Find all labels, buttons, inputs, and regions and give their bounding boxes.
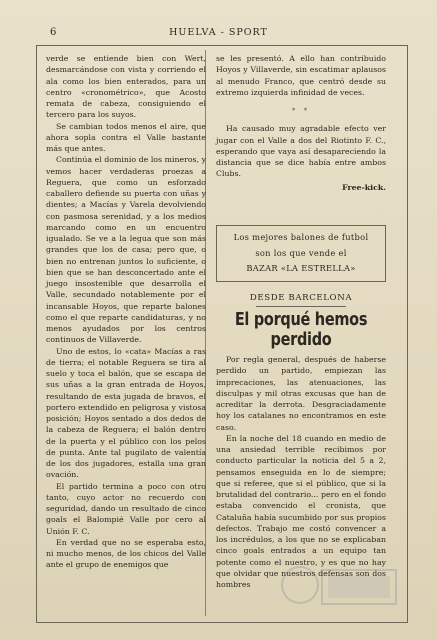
- paragraph: En verdad que no se esperaba esto, ni mucho menos, de los chicos del Valle ante el grupo de enemigos que: [46, 537, 206, 570]
- paragraph: Uno de estos, lo «cata» Macías a ras de tierra; el notable Reguera se tira al suelo y toca el balón, que se escapa de sus uñas a la gran entrada de Hoyos, resultando de esta jugada de bravos, el portero extendido en peligrosa y vistosa posición; Hoyos sentado a dos dedos de la cabeza de Reguera; el balón dentro de la puerta y el público con los pelos de punta. Ante tal pugilato de valentía de los dos jugadores, estalla una gran ovación.: [46, 346, 206, 480]
- section-label: DESDE BARCELONA: [249, 293, 353, 303]
- paragraph: Ha causado muy agradable efecto ver jugar con el Valle a dos del Riotinto F. C., esperando que vaya así desapareciendo la distancia que se dice había entre ambos Clubs.: [216, 124, 386, 179]
- ad-line: Los mejores balones de futbol: [233, 232, 369, 242]
- advertisement-box: [216, 225, 386, 282]
- paragraph: En la noche del 18 cuando en medio de una ansiedad terrible recibimos por conducto particular la noticia del 5 a 2, pensamos enseguida en lo de siempre; que si referee, que si el público, que si la brutalidad del contrario... pero en el fondo estaba convencido el cronista, que Cataluña había sucumbido por sus propios defectos. Trabajo me costó convencer a los incrédulos, a los que no se explicaban cinco goals entrados a un equipo tan potente como el nuestro, y es que no hay que olvidar que nuestros defensas son dos hombres: [216, 433, 386, 589]
- paragraph: Se cambian todos menos el aire, que ahora sopla contra el Valle bastante más que antes.: [46, 121, 206, 153]
- paragraph: verde se entiende bien con Wert, desmarcándose con vista y corriendo el ala como los bien enterados, para un centro «cronométrico», que Acosto remata de cabeza, consiguiendo el tercero para los suyos.: [46, 54, 206, 120]
- article-heading: [216, 293, 386, 350]
- paragraph: se les presentó. A ello han contribuido Hoyos y Villaverde, sin escatimar aplausos al menudo Franco, que centró desde su extremo izquierda infinidad de veces.: [216, 54, 386, 97]
- section-stars: * *: [291, 107, 311, 115]
- article-headline: El porqué hemos perdido: [234, 310, 368, 350]
- author-signature: Free-kick.: [342, 182, 386, 192]
- right-column-top: [216, 53, 386, 193]
- paragraph: Por regla general, después de haberse perdido un partido, empiezan las imprecaciones, las atenuaciones, las disculpas y mil otras excusas que han de acreditar la derrota. Desgraciadamente hoy los catalanes no encontramos en este caso.: [216, 355, 386, 432]
- heading-rule: [256, 306, 346, 307]
- left-column: [46, 53, 206, 571]
- page-header: [0, 27, 437, 41]
- page-number: 6: [50, 27, 57, 38]
- paragraph: El partido termina a poco con otro tanto, cuyo actor no recuerdo con seguridad, dando un resultado de cinco goals el Balompié Valle por cero al Unión F. C.: [46, 481, 206, 536]
- right-column-bottom: [216, 354, 386, 590]
- ad-line: BAZAR «LA ESTRELLA»: [246, 263, 356, 273]
- publication-title: HUELVA - SPORT: [169, 27, 268, 38]
- paragraph: Continúa el dominio de los mineros, y vemos hacer verdaderas proezas a Reguera, que como un esforzado caballero defiende su puerta con uñas y dientes; a Macías y Varela devolviendo con pasmosa serenidad, y a los medios marcando como en un encuentro igualado. Se ve a la legua que son más grandes que los de casa; pero que, o bien no entrenan juntos lo suficiente, o bien que se han desconcertado ante el juego insostenible que desarrolla el Valle, secundado notablemente por el incansable Hoyos, que reparte balones como el que reparte candidaturas, y no menos ayudados por los centros continuos de Villaverde.: [46, 155, 206, 345]
- ad-line: son los que vende el: [255, 247, 347, 258]
